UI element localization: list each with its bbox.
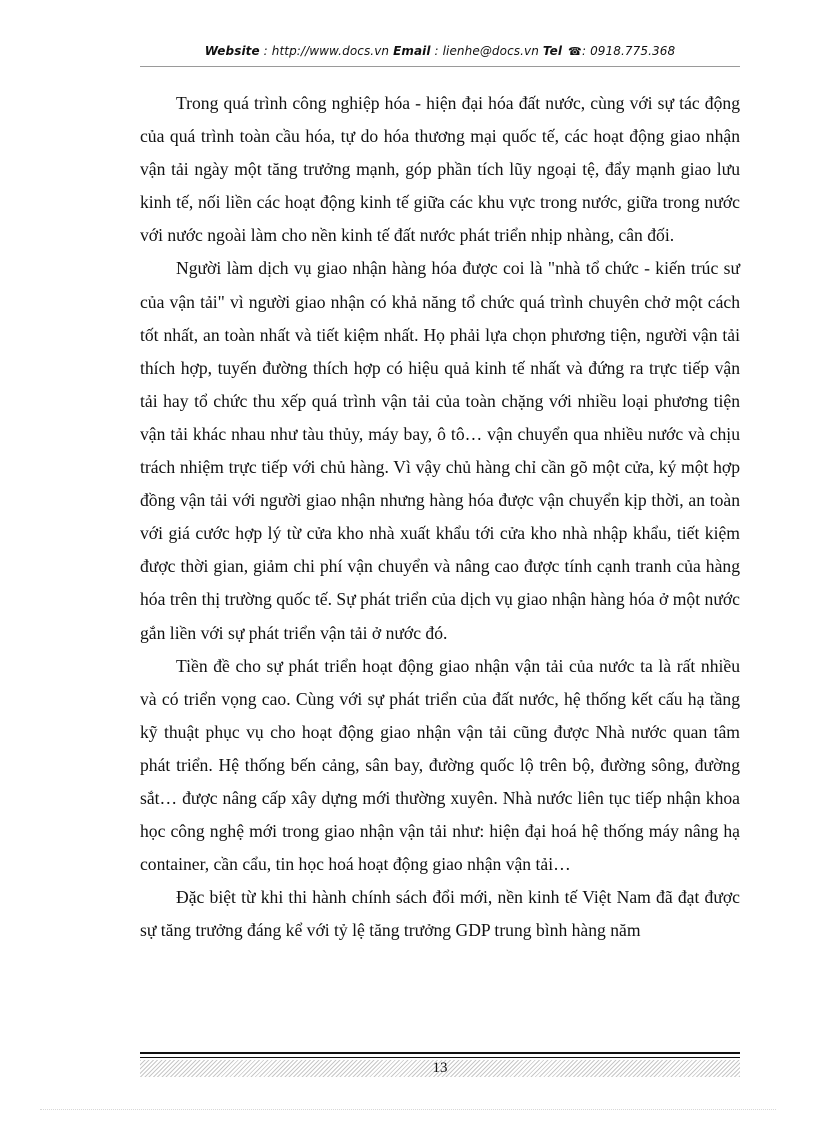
website-label: Website [204, 44, 260, 58]
paragraph: Tiền đề cho sự phát triển hoạt động giao nhận vận tải của nước ta là rất nhiều và có triển vọng cao. Cùng với sự phát triển của đất nước, hệ thống kết cấu hạ tầng kỹ thuật phục vụ cho hoạt động giao nhận vận tải cũng được Nhà nước quan tâm phát triển. Hệ thống bến cảng, sân bay, đường quốc lộ trên bộ, đường sông, đường sắt… được nâng cấp xây dựng mới thường xuyên. Nhà nước liên tục tiếp nhận khoa học công nghệ mới trong giao nhận vận tải như: hiện đại hoá hệ thống máy nâng hạ container, cần cẩu, tin học hoá hoạt động giao nhận vận tải… [140, 655, 740, 875]
email-address: lienhe@docs.vn [442, 44, 539, 58]
tel-label: Tel [542, 44, 563, 58]
paragraph: Đặc biệt từ khi thi hành chính sách đổi mới, nền kinh tế Việt Nam đã đạt được sự tăng trưởng đáng kể với tỷ lệ tăng trưởng GDP trung bình hàng năm [140, 887, 740, 941]
website-separator: : [259, 44, 272, 58]
page-edge-divider [40, 1109, 776, 1110]
email-label: Email [393, 44, 431, 58]
page-header [140, 44, 740, 66]
email-separator: : [430, 44, 443, 58]
footer-divider-thick [140, 1052, 740, 1054]
page-number: 13 [432, 1060, 448, 1076]
header-divider [140, 66, 740, 67]
website-url: http://www.docs.vn [271, 44, 390, 58]
tel-number: 0918.775.368 [590, 44, 676, 58]
paragraph: Người làm dịch vụ giao nhận hàng hóa được coi là "nhà tổ chức - kiến trúc sư của vận tải" vì người giao nhận có khả năng tổ chức quá trình chuyên chở một cách tốt nhất, an toàn nhất và tiết kiệm nhất. Họ phải lựa chọn phương tiện, người vận tải thích hợp, tuyến đường thích hợp có hiệu quả kinh tế nhất và đứng ra trực tiếp vận tải hay tổ chức thu xếp quá trình vận tải của toàn chặng với nhiều loại phương tiện vận tải khác nhau như tàu thủy, máy bay, ô tô… vận chuyển qua nhiều nước và chịu trách nhiệm trực tiếp với chủ hàng. Vì vậy chủ hàng chỉ cần gõ một cửa, ký một hợp đồng vận tải với người giao nhận nhưng hàng hóa được vận chuyển kịp thời, an toàn với giá cước hợp lý từ cửa kho nhà xuất khẩu tới cửa kho nhà nhập khẩu, tiết kiệm được thời gian, giảm chi phí vận chuyển và nâng cao được tính cạnh tranh của hàng hóa trên thị trường quốc tế. Sự phát triển của dịch vụ giao nhận hàng hóa ở một nước gắn liền với sự phát triển vận tải ở nước đó. [140, 258, 740, 643]
paragraph: Trong quá trình công nghiệp hóa - hiện đại hóa đất nước, cùng với sự tác động của quá trình toàn cầu hóa, tự do hóa thương mại quốc tế, các hoạt động giao nhận vận tải ngày một tăng trưởng mạnh, góp phần tích lũy ngoại tệ, đẩy mạnh giao lưu kinh tế, nối liền các hoạt động kinh tế giữa các khu vực trong nước, giữa trong nước với nước ngoài làm cho nền kinh tế đất nước phát triển nhịp nhàng, cân đối. [140, 93, 740, 246]
tel-separator: : [582, 44, 591, 58]
body-text [140, 87, 740, 947]
telephone-icon: ☎ [568, 45, 582, 58]
